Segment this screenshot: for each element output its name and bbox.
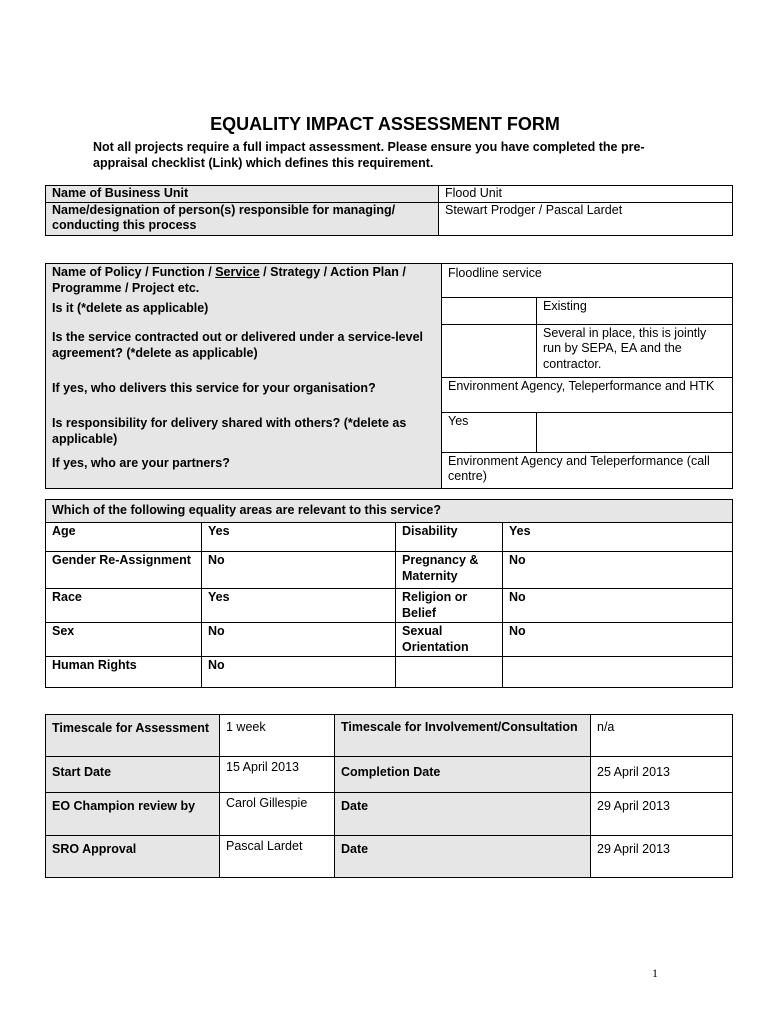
timescale-value: 15 April 2013: [220, 757, 335, 793]
area-value: No: [202, 623, 396, 657]
is-it-label: Is it (*delete as applicable): [46, 297, 442, 324]
area-value: Yes: [202, 589, 396, 623]
area-label: Pregnancy & Maternity: [396, 552, 503, 589]
timescale-value: 29 April 2013: [591, 793, 733, 836]
responsible-person-value: Stewart Prodger / Pascal Lardet: [439, 202, 733, 235]
equality-areas-header: Which of the following equality areas are relevant to this service?: [46, 500, 733, 523]
policy-name-label: Name of Policy / Function / Service / Strategy / Action Plan / Programme / Project etc.: [46, 264, 442, 298]
area-label: Religion or Belief: [396, 589, 503, 623]
area-label: Sex: [46, 623, 202, 657]
timescale-label: Start Date: [46, 757, 220, 793]
timescale-value: Pascal Lardet: [220, 836, 335, 878]
timescale-table: [45, 714, 733, 878]
area-value: No: [202, 552, 396, 589]
timescale-value: n/a: [591, 715, 733, 757]
responsible-person-label: Name/designation of person(s) responsible for managing/ conducting this process: [46, 202, 439, 235]
timescale-value: 29 April 2013: [591, 836, 733, 878]
area-value: No: [503, 589, 733, 623]
timescale-label: Date: [335, 793, 591, 836]
area-label: Gender Re-Assignment: [46, 552, 202, 589]
timescale-value: 1 week: [220, 715, 335, 757]
partners-label: If yes, who are your partners?: [46, 452, 442, 489]
area-label: Human Rights: [46, 657, 202, 688]
timescale-label: EO Champion review by: [46, 793, 220, 836]
area-label: Race: [46, 589, 202, 623]
area-value: Yes: [503, 523, 733, 552]
area-label: Disability: [396, 523, 503, 552]
timescale-label: Timescale for Assessment: [46, 715, 220, 757]
is-it-value: Existing: [537, 297, 733, 324]
equality-areas-table: [45, 499, 733, 688]
shared-empty-cell: [537, 412, 733, 452]
business-unit-label: Name of Business Unit: [46, 186, 439, 203]
area-value: Yes: [202, 523, 396, 552]
delivers-label: If yes, who delivers this service for your organisation?: [46, 377, 442, 412]
business-unit-table: [45, 185, 733, 236]
timescale-label: Timescale for Involvement/Consultation: [335, 715, 591, 757]
policy-table: [45, 263, 733, 489]
area-label: [396, 657, 503, 688]
area-label: Sexual Orientation: [396, 623, 503, 657]
intro-text: Not all projects require a full impact assessment. Please ensure you have completed the pre-appraisal checklist (Link) which defines this requirement.: [93, 140, 645, 170]
timescale-label: Completion Date: [335, 757, 591, 793]
partners-value: Environment Agency and Teleperformance (call centre): [442, 452, 733, 489]
area-value: No: [503, 623, 733, 657]
contracted-value: Several in place, this is jointly run by SEPA, EA and the contractor.: [537, 324, 733, 377]
is-it-empty-cell: [442, 297, 537, 324]
policy-name-value: Floodline service: [442, 264, 733, 298]
contracted-empty-cell: [442, 324, 537, 377]
area-value: No: [202, 657, 396, 688]
shared-value: Yes: [442, 412, 537, 452]
delivers-value: Environment Agency, Teleperformance and HTK: [442, 377, 733, 412]
area-value: No: [503, 552, 733, 589]
shared-label: Is responsibility for delivery shared with others? (*delete as applicable): [46, 412, 442, 452]
timescale-label: Date: [335, 836, 591, 878]
timescale-label: SRO Approval: [46, 836, 220, 878]
page-number: 1: [652, 966, 658, 980]
timescale-value: Carol Gillespie: [220, 793, 335, 836]
area-value: [503, 657, 733, 688]
business-unit-value: Flood Unit: [439, 186, 733, 203]
timescale-value: 25 April 2013: [591, 757, 733, 793]
area-label: Age: [46, 523, 202, 552]
contracted-label: Is the service contracted out or delivered under a service-level agreement? (*delete as applicable): [46, 324, 442, 377]
page-title: EQUALITY IMPACT ASSESSMENT FORM: [210, 114, 560, 134]
